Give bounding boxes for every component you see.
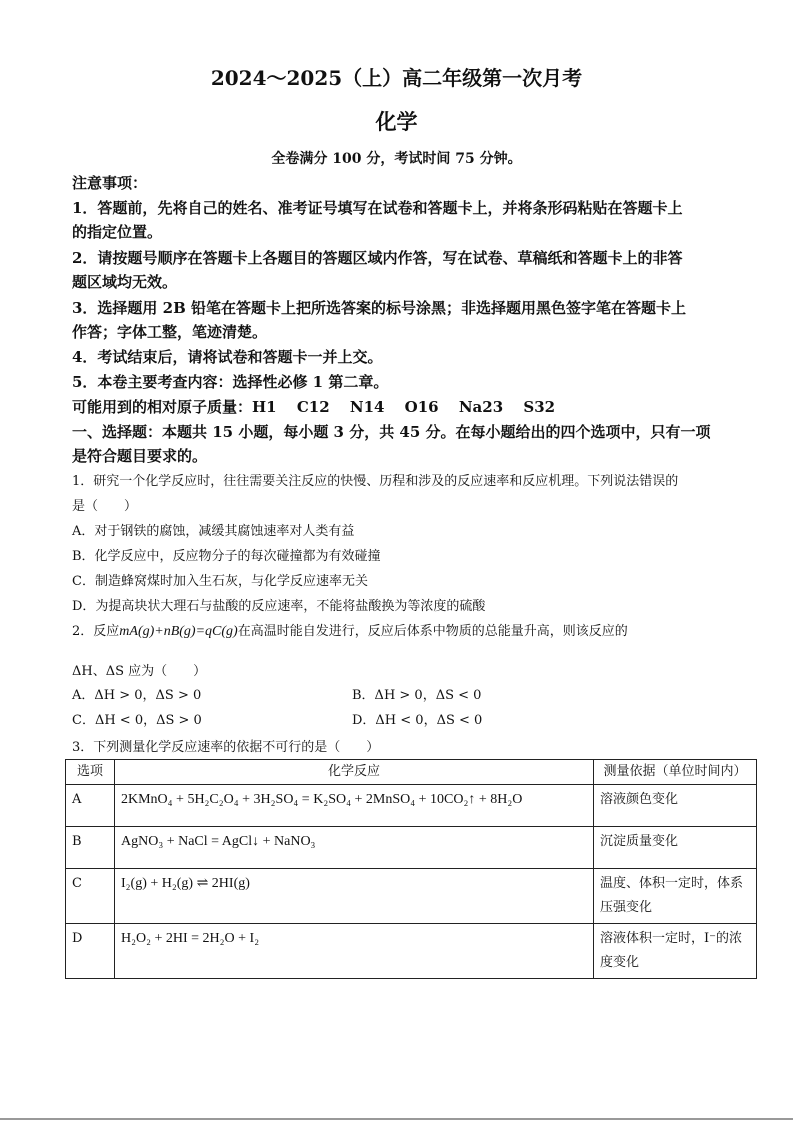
- q3-table: [65, 759, 757, 979]
- q1-option-d: D．为提高块状大理石与盐酸的反应速率，不能将盐酸换为等浓度的硫酸: [72, 599, 486, 614]
- row-basis: 溶液体积一定时，I⁻的浓度变化: [594, 924, 757, 979]
- table-row: [66, 827, 757, 869]
- q2-stem-suffix: 在高温时能自发进行，反应后体系中物质的总能量升高，则该反应的: [237, 624, 628, 639]
- header-option: 选项: [66, 760, 115, 785]
- table-header-row: [66, 760, 757, 785]
- header-basis: 测量依据（单位时间内）: [594, 760, 757, 785]
- row-option: C: [66, 869, 115, 924]
- notice-heading: 注意事项：: [72, 174, 148, 192]
- atomic-masses: 可能用到的相对原子质量：H1 C12 N14 O16 Na23 S32: [72, 398, 556, 416]
- notice-line: 作答；字体工整，笔迹清楚。: [72, 323, 268, 341]
- q2-option-d: D．ΔH < 0，ΔS < 0: [352, 713, 483, 728]
- notice-line: 2．请按题号顺序在答题卡上各题目的答题区域内作答，写在试卷、草稿纸和答题卡上的非答: [72, 249, 683, 267]
- q1-option-c: C．制造蜂窝煤时加入生石灰，与化学反应速率无关: [72, 574, 368, 589]
- table-row: [66, 869, 757, 924]
- row-reaction: H₂O₂ + 2HI = 2H₂O + I₂: [115, 924, 594, 979]
- row-option: A: [66, 785, 115, 827]
- q2-stem-prefix: 2．反应: [72, 624, 120, 639]
- q1-option-a: A．对于钢铁的腐蚀，减缓其腐蚀速率对人类有益: [72, 524, 355, 539]
- header-reaction: 化学反应: [115, 760, 594, 785]
- score-info: 全卷满分 100 分，考试时间 75 分钟。: [271, 151, 522, 167]
- q1-stem: 1．研究一个化学反应时，往往需要关注反应的快慢、历程和涉及的反应速率和反应机理。下列说法错误的: [72, 474, 679, 489]
- row-reaction: I₂(g) + H₂(g) ⇌ 2HI(g): [115, 869, 594, 924]
- table-row: [66, 924, 757, 979]
- q2-option-b: B．ΔH > 0，ΔS < 0: [352, 688, 482, 703]
- section-heading: 一、选择题：本题共 15 小题，每小题 3 分，共 45 分。在每小题给出的四个选项中，只有一项: [72, 423, 711, 441]
- q1-stem-cont: 是（ ）: [72, 499, 138, 514]
- row-basis: 沉淀质量变化: [594, 827, 757, 869]
- notice-line: 的指定位置。: [72, 223, 163, 241]
- q2-stem: [72, 620, 628, 640]
- notice-line: 1．答题前，先将自己的姓名、准考证号填写在试卷和答题卡上，并将条形码粘贴在答题卡上: [72, 199, 683, 217]
- q2-stem-cont: ΔH、ΔS 应为（ ）: [72, 664, 207, 679]
- row-option: B: [66, 827, 115, 869]
- row-option: D: [66, 924, 115, 979]
- row-reaction: 2KMnO₄ + 5H₂C₂O₄ + 3H₂SO₄ = K₂SO₄ + 2MnSO₄ + 10CO₂↑ + 8H₂O: [115, 785, 594, 827]
- q2-equation: mA(g)+nB(g)=qC(g): [119, 624, 238, 639]
- q2-option-a: A．ΔH > 0，ΔS > 0: [72, 688, 202, 703]
- q3-stem: 3．下列测量化学反应速率的依据不可行的是（ ）: [72, 740, 380, 755]
- exam-title: 2024～2025（上）高二年级第一次月考: [210, 66, 583, 90]
- q2-option-c: C．ΔH < 0，ΔS > 0: [72, 713, 202, 728]
- row-basis: 溶液颜色变化: [594, 785, 757, 827]
- notice-line: 4．考试结束后，请将试卷和答题卡一并上交。: [72, 348, 383, 366]
- row-basis: 温度、体积一定时，体系压强变化: [594, 869, 757, 924]
- notice-line: 5．本卷主要考查内容：选择性必修 1 第二章。: [72, 373, 389, 391]
- page-bottom-divider: [0, 1118, 793, 1120]
- notice-line: 题区域均无效。: [72, 273, 178, 291]
- table-row: [66, 785, 757, 827]
- q1-option-b: B．化学反应中，反应物分子的每次碰撞都为有效碰撞: [72, 549, 381, 564]
- section-heading-cont: 是符合题目要求的。: [72, 447, 208, 465]
- subject-title: 化学: [375, 109, 418, 134]
- row-reaction: AgNO₃ + NaCl = AgCl↓ + NaNO₃: [115, 827, 594, 869]
- notice-line: 3．选择题用 2B 铅笔在答题卡上把所选答案的标号涂黑；非选择题用黑色签字笔在答题卡上: [72, 299, 687, 317]
